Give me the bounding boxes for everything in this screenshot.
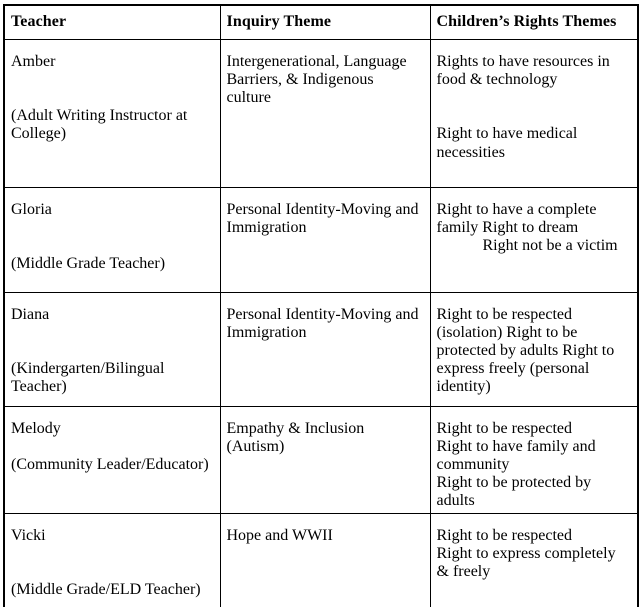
column-header-childrens-rights-themes: Children’s Rights Themes xyxy=(430,5,638,39)
rights-themes-cell xyxy=(430,513,638,607)
teacher-cell-text: Vicki (Middle Grade/ELD Teacher) xyxy=(11,526,201,599)
inquiry-theme-cell xyxy=(220,292,430,406)
rights-themes-cell-text: Right to be respected Right to express completely & freely xyxy=(436,526,616,580)
inquiry-theme-cell-text: Empathy & Inclusion (Autism) xyxy=(226,419,365,455)
table-row-gloria xyxy=(4,187,638,292)
rights-themes-cell-text: Right to be respected (isolation) Right to be protected by adults Right to express freely (personal identity) xyxy=(436,305,615,396)
column-header-teacher: Teacher xyxy=(4,5,220,39)
inquiry-theme-cell-text: Hope and WWII xyxy=(226,526,333,544)
rights-themes-cell-text: Rights to have resources in food & technology Right to have medical necessities xyxy=(436,52,610,161)
table-row-vicki xyxy=(4,513,638,607)
rights-themes-cell xyxy=(430,292,638,406)
header-row xyxy=(4,5,638,39)
rights-themes-cell-text: Right to have a complete family Right to dream Right not be a victim xyxy=(436,200,618,254)
teacher-cell xyxy=(4,187,220,292)
table-row-melody xyxy=(4,406,638,513)
inquiry-theme-cell xyxy=(220,39,430,187)
inquiry-theme-cell-text: Intergenerational, Language Barriers, & Indigenous culture xyxy=(226,52,407,106)
teacher-cell-text: Gloria (Middle Grade Teacher) xyxy=(11,200,166,273)
table-row-amber xyxy=(4,39,638,187)
inquiry-theme-cell-text: Personal Identity-Moving and Immigration xyxy=(226,200,419,236)
teacher-cell xyxy=(4,39,220,187)
inquiry-theme-cell xyxy=(220,513,430,607)
inquiry-theme-cell-text: Personal Identity-Moving and Immigration xyxy=(226,305,419,341)
rights-themes-cell-text: Right to be respected Right to have family and community Right to be protected by adults xyxy=(436,419,596,510)
teacher-cell xyxy=(4,406,220,513)
teacher-cell-text: Amber (Adult Writing Instructor at College) xyxy=(11,52,188,143)
rights-themes-cell xyxy=(430,187,638,292)
teacher-cell-text: Melody (Community Leader/Educator) xyxy=(11,419,209,473)
rights-themes-cell xyxy=(430,39,638,187)
teacher-rights-table xyxy=(3,4,639,607)
table-row-diana xyxy=(4,292,638,406)
inquiry-theme-cell xyxy=(220,406,430,513)
rights-themes-cell xyxy=(430,406,638,513)
teacher-cell xyxy=(4,513,220,607)
teacher-cell-text: Diana (Kindergarten/Bilingual Teacher) xyxy=(11,305,165,396)
column-header-inquiry-theme: Inquiry Theme xyxy=(220,5,430,39)
teacher-cell xyxy=(4,292,220,406)
inquiry-theme-cell xyxy=(220,187,430,292)
